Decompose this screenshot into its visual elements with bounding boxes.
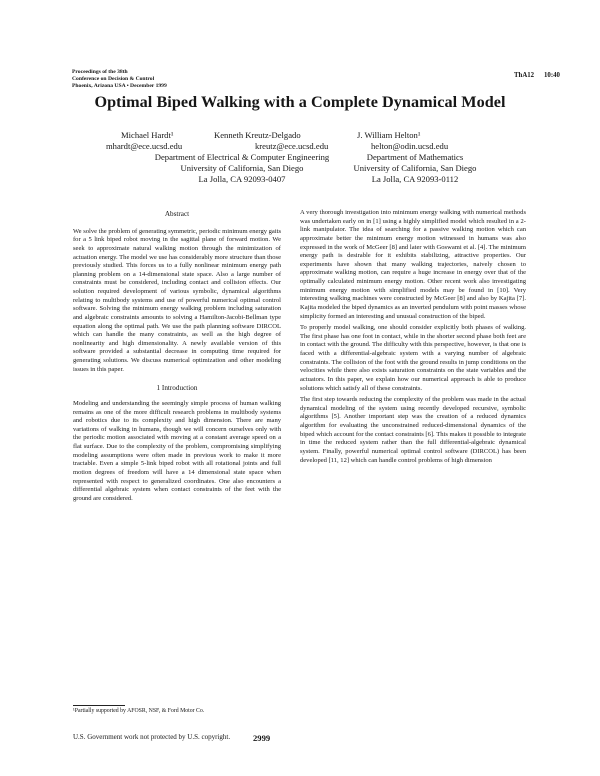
author-name: Kenneth Kreutz-Delgado: [214, 130, 301, 140]
affiliation-line: La Jolla, CA 92093-0112: [371, 173, 459, 184]
body-paragraph: To properly model walking, one should consider explicitly both phases of walking. The first phase has one foot in contact, while in the shorter second phase both feet are in contact with the ground. The difficulty with this perspective, however, is that one is faced with a differential-algebraic system with a varying number of algebraic constraints. The collision of the foot with the ground results in jump conditions on the velocities while there also exists saturation constraints on the state variables and the actuators. In this paper, we explain how our numerical approach is able to produce solutions which satisfy all of these constraints.: [300, 324, 526, 392]
left-column: [73, 210, 281, 503]
introduction-heading: 1 Introduction: [156, 384, 198, 393]
proceedings-line: Phoenix, Arizona USA • December 1999: [72, 82, 167, 89]
affiliation-ece: [147, 152, 337, 184]
abstract-text: We solve the problem of generating symmetric, periodic minimum energy gaits for a 5 link biped robot moving in the sagittal plane of forward motion. We seek to approximate natural walking motion through the minimization of actuation energy. The model we use has considerably more structure than those previously studied. This forces us to a fully nonlinear minimum energy path planning problem on a 14-dimensional state space. Also a large number of constraints must be considered, including contact and collision effects. Our solution required development of various symbolic, dynamical algorithms relating to multibody systems and use of powerful numerical optimal control software. Solving the minimum energy walking problem including saturation and algebraic constraints amounts to solving a Hamilton-Jacobi-Bellman type equation along the optimal path. We use the path planning software DIRCOL which can handle the many constraints, as well as the high degree of nonlinearity and high dimensionality. A newly available version of this software provided a substantial decrease in computing time required for generating solutions. We discuss numerical optimization and other modeling issues in this paper.: [73, 227, 281, 373]
page-number: 2999: [253, 733, 271, 743]
author-name: J. William Helton¹: [357, 130, 421, 140]
author-email: helton@odin.ucsd.edu: [371, 140, 449, 151]
author-block-kreutz: [214, 130, 328, 152]
author-email: mhardt@ece.ucsd.edu: [106, 140, 183, 151]
copyright-notice: U.S. Government work not protected by U.S. copyright.: [73, 733, 231, 741]
footnote: ¹Partially supported by AFOSR, NSF, & Ford Motor Co.: [73, 708, 205, 714]
body-paragraph: The first step towards reducing the complexity of the problem was made in the actual dynamical modeling of the system using recently developed recursive, symbolic algorithms [5]. Another important step was the creation of a reduced dynamics algorithm for evaluating the unconstrained reduced-dimensional dynamics of the biped which account for the contact constraints [6]. This makes it possible to integrate in time the reduced system rather than the full differential-algebraic dynamical system. Finally, powerful numerical optimal control software (DIRCOL) has been developed [11, 12] which can handle control problems of high dimension: [300, 396, 526, 464]
introduction-paragraph: Modeling and understanding the seemingly simple process of human walking remains as one of the more difficult research problems in multibody systems and robotics due to its complexity and high dimension. There are many variations of walking in humans, though we will concern ourselves only with the periodic motion associated with moving at a constant average speed on a flat surface. Due to the complexity of the problem, compromising simplifying modeling assumptions were often made in previous work to make it more tractable. Even a simple 5-link biped robot with all rotational joints and full motion degrees of freedom will have a 14 dimensional state space when represented with respect to generalized coordinates. One also encounters a differential algebraic system when contact constraints of the feet with the ground are considered.: [73, 399, 281, 502]
proceedings-header: [72, 69, 167, 89]
right-column: [300, 209, 526, 465]
affiliation-line: Department of Mathematics: [366, 152, 464, 162]
footnote-rule: [73, 705, 125, 706]
author-email: kreutz@ece.ucsd.edu: [255, 140, 329, 151]
proceedings-line: Conference on Decision & Control: [72, 75, 155, 82]
body-paragraph: A very thorough investigation into minimum energy walking with numerical methods was undertaken early on in [1] using a highly simplified model which resulted in a 2-link manipulator. The idea of searching for a passive walking motion which can approximate better the minimum energy motion witnessed in humans was also expressed in the work of McGeer [8] and later with Goswami et al. [4]. The minimum energy path is desirable for it exhibits stabilizing, attractive properties. Our experiments have shown that many walking trajectories, naively chosen to approximate walking motion, can require a huge increase in energy over that of the optimally calculated minimum energy motion. Other recent work also investigating minimum energy motion with simplified models may be found in [10]. Very interesting walking machines were constructed by McGeer [8] and also by Kajita [7]. Kajita modeled the biped dynamics as an inverted pendulum with point masses whose simplicity formed an interesting and unusual construction of the biped.: [300, 209, 526, 320]
affiliation-line: University of California, San Diego: [353, 162, 477, 173]
proceedings-line: Proceedings of the 38th: [72, 69, 128, 75]
session-code: ThA12: [514, 72, 535, 79]
affiliation-math: [345, 152, 485, 184]
affiliation-line: University of California, San Diego: [180, 162, 304, 173]
author-block-helton: [357, 130, 448, 152]
author-block-hardt: [106, 130, 182, 152]
affiliation-line: Department of Electrical & Computer Engineering: [154, 152, 330, 162]
author-name: Michael Hardt¹: [121, 130, 174, 140]
session-label: [514, 72, 560, 79]
paper-title: Optimal Biped Walking with a Complete Dynamical Model: [94, 93, 506, 111]
abstract-heading: Abstract: [164, 210, 190, 218]
affiliation-line: La Jolla, CA 92093-0407: [198, 173, 286, 184]
session-time: 10:40: [544, 72, 560, 79]
